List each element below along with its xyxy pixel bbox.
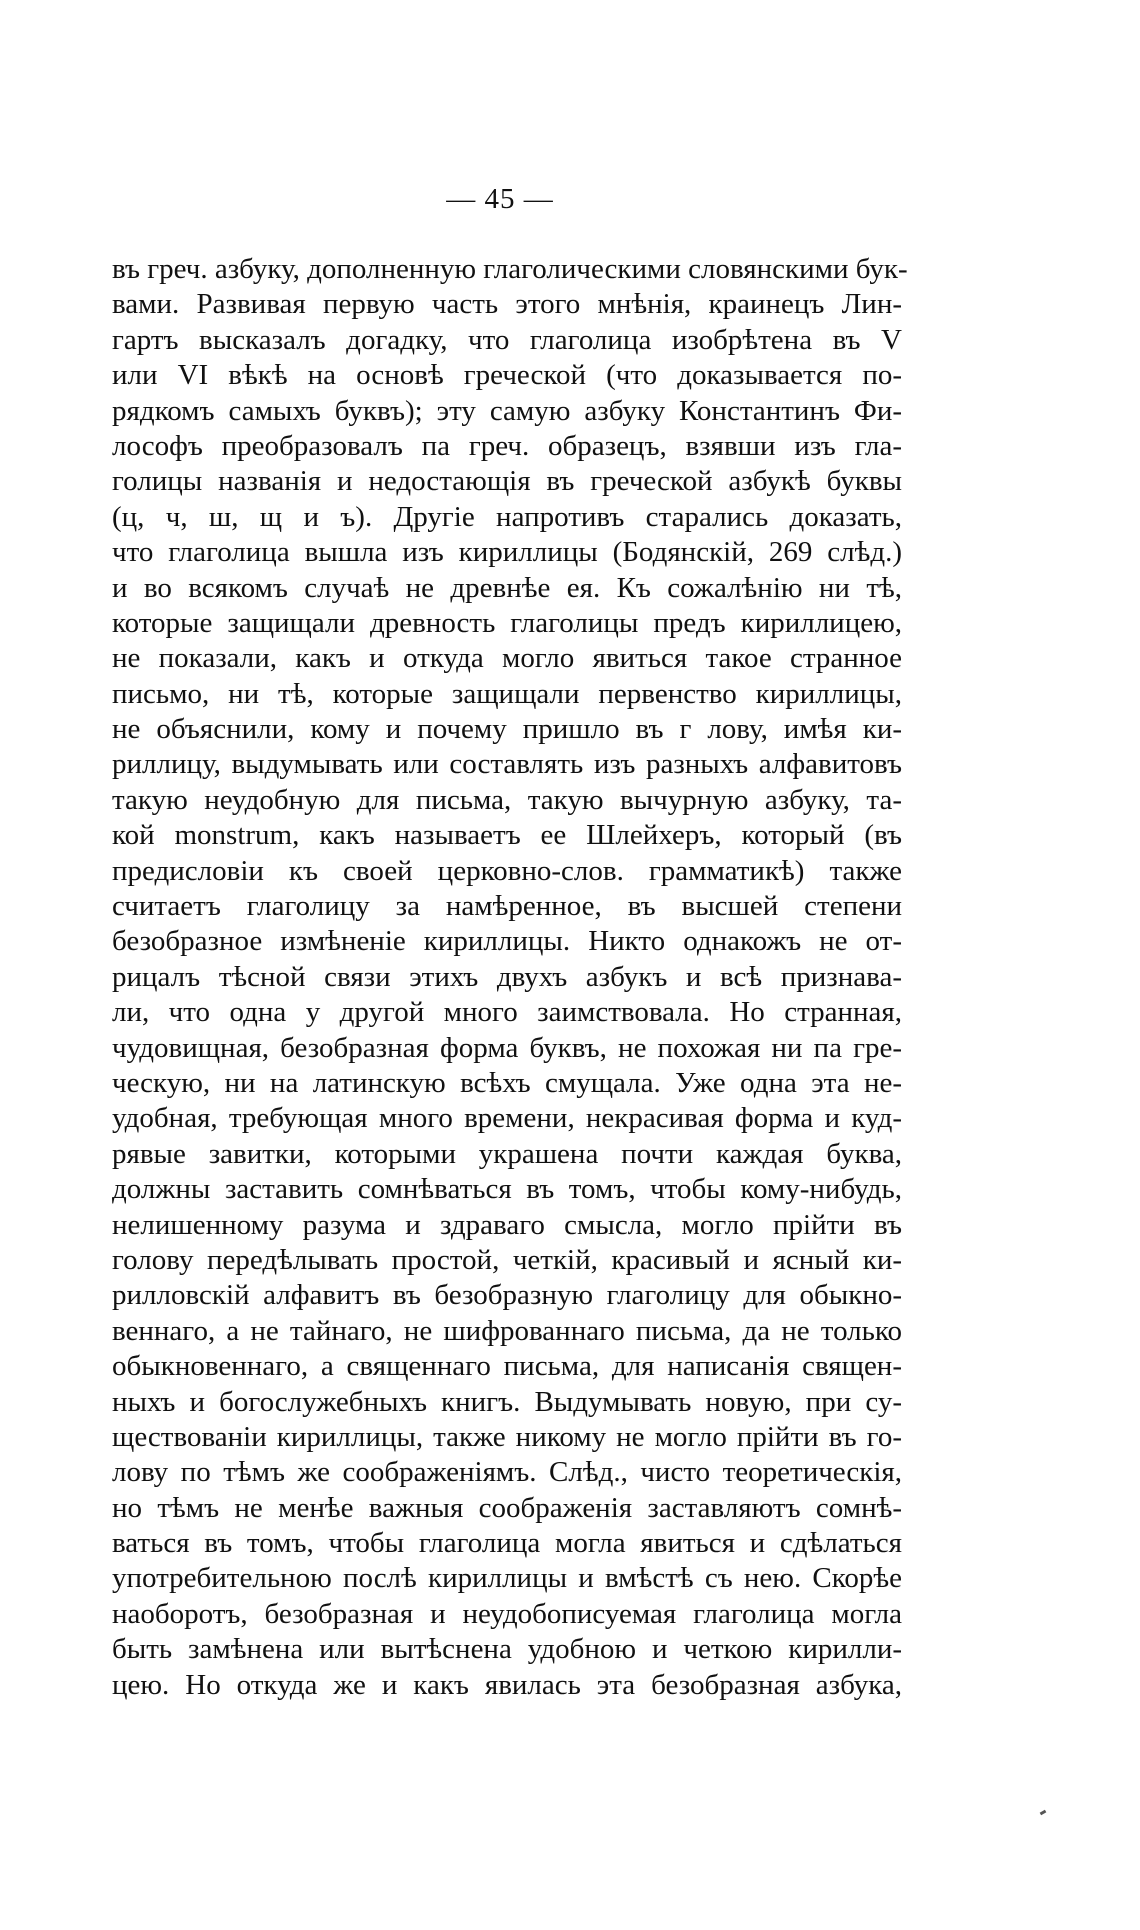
text-line: ли, что одна у другой много заимствовала. Но странная, [112,996,902,1029]
text-line: лову по тѣмъ же соображеніямъ. Слѣд., чисто теоретическія, [112,1456,902,1489]
text-line: или VI вѣкѣ на основѣ греческой (что доказывается по- [112,359,902,392]
text-line: ныхъ и богослужебныхъ книгъ. Выдумывать новую, при су- [112,1385,902,1418]
text-line: рицалъ тѣсной связи этихъ двухъ азбукъ и всѣ признава- [112,960,902,993]
text-line: не показали, какъ и откуда могло явиться такое странное [112,642,902,675]
body-text [112,252,908,1703]
text-line: должны заставить сомнѣваться въ томъ, чтобы кому-нибудь, [112,1173,902,1206]
text-line: считаетъ глаголицу за намѣренное, въ высшей степени [112,890,902,923]
text-line: рилловскій алфавитъ въ безобразную глаголицу для обыкно- [112,1279,902,1312]
text-line: ческую, ни на латинскую всѣхъ смущала. Уже одна эта не- [112,1066,902,1099]
text-line: нелишенному разума и здраваго смысла, могло прійти въ [112,1208,902,1241]
text-line: вами. Развивая первую часть этого мнѣнія, краинецъ Лин- [112,288,902,321]
text-line: не объяснили, кому и почему пришло въ г лову, имѣя ки- [112,713,902,746]
text-line: въ греч. азбуку, дополненную глаголическими словянскими бук- [112,253,908,285]
text-line: ваться въ томъ, чтобы глаголица могла явиться и сдѣлаться [112,1527,902,1560]
scan-speck [1040,1810,1047,1816]
text-line: безобразное измѣненіе кириллицы. Никто однакожъ не от- [112,925,902,958]
text-line: кой monstrum, какъ называетъ ее Шлейхеръ, который (въ [112,819,902,852]
text-line: веннаго, а не тайнаго, не шифрованнаго письма, да не только [112,1314,902,1347]
text-line: такую неудобную для письма, такую вычурную азбуку, та- [112,783,902,816]
text-line: гартъ высказалъ догадку, что глаголица изобрѣтена въ V [112,323,902,356]
text-line: лософъ преобразовалъ па греч. образецъ, взявши изъ гла- [112,429,902,462]
text-line: ществованіи кириллицы, также никому не могло прійти въ го- [112,1420,902,1453]
text-line: обыкновеннаго, а священнаго письма, для написанія священ- [112,1350,902,1383]
text-line: и во всякомъ случаѣ не древнѣе ея. Къ сожалѣнію ни тѣ, [112,571,902,604]
text-line: быть замѣнена или вытѣснена удобною и четкою кирилли- [112,1633,902,1666]
text-line: что глаголица вышла изъ кириллицы (Бодянскій, 269 слѣд.) [112,536,902,569]
text-line: удобная, требующая много времени, некрасивая форма и куд- [112,1102,902,1135]
text-line: цею. Но откуда же и какъ явилась эта безобразная азбука, [112,1668,902,1701]
text-line: голову передѣлывать простой, четкій, красивый и ясный ки- [112,1243,902,1276]
text-line: рявые завитки, которыми украшена почти каждая буква, [112,1137,902,1170]
text-line: чудовищная, безобразная форма буквъ, не похожая ни па гре- [112,1031,902,1064]
page-number: — 45 — [446,183,554,215]
text-line: наоборотъ, безобразная и неудобописуемая глаголица могла [112,1597,902,1630]
text-line: но тѣмъ не менѣе важныя соображенія заставляютъ сомнѣ- [112,1491,902,1524]
text-line: рядкомъ самыхъ буквъ); эту самую азбуку Константинъ Фи- [112,394,902,427]
text-line: письмо, ни тѣ, которые защищали первенство кириллицы, [112,677,902,710]
text-line: риллицу, выдумывать или составлять изъ разныхъ алфавитовъ [112,748,902,781]
text-line: которые защищали древность глаголицы предъ кириллицею, [112,606,902,639]
text-line: (ц, ч, ш, щ и ъ). Другіе напротивъ старались доказать, [112,500,902,533]
text-line: голицы названія и недостающія въ греческой азбукѣ буквы [112,465,902,498]
text-line: предисловіи къ своей церковно-слов. грамматикѣ) также [112,854,902,887]
text-line: употребительною послѣ кириллицы и вмѣстѣ съ нею. Скорѣе [112,1562,902,1595]
